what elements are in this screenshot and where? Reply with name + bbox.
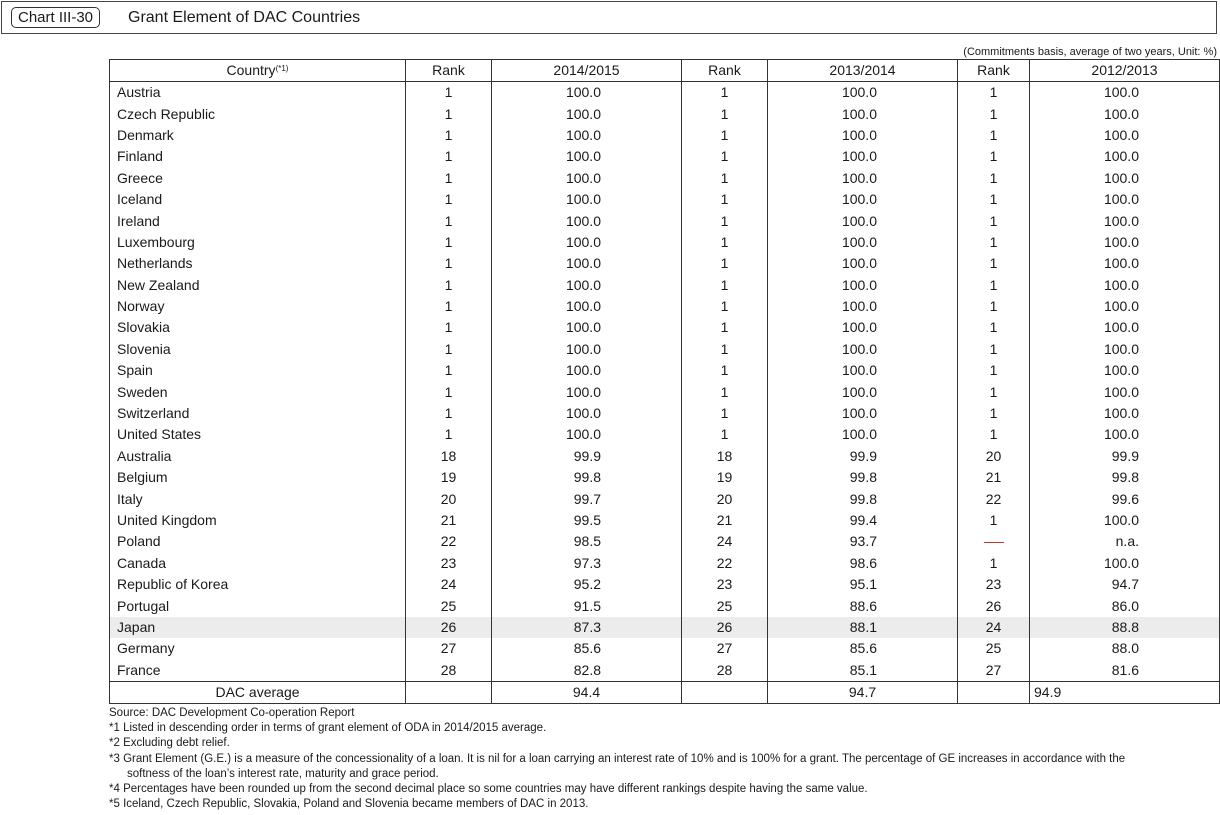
average-label: DAC average bbox=[110, 681, 406, 703]
table-row bbox=[110, 317, 1220, 338]
value-cell: 100.0 bbox=[1030, 339, 1220, 360]
table-row bbox=[110, 210, 1220, 231]
value-cell: 100.0 bbox=[768, 403, 958, 424]
value-cell: 93.7 bbox=[768, 531, 958, 552]
value-cell: 100.0 bbox=[1030, 232, 1220, 253]
country-cell: Austria bbox=[110, 82, 406, 104]
rank-cell: 21 bbox=[958, 467, 1030, 488]
rank-cell: 1 bbox=[958, 424, 1030, 445]
value-cell: 99.7 bbox=[492, 488, 682, 509]
value-cell: 100.0 bbox=[768, 125, 958, 146]
rank-cell: 27 bbox=[958, 660, 1030, 682]
rank-cell: 1 bbox=[406, 360, 492, 381]
country-cell: Norway bbox=[110, 296, 406, 317]
country-cell: Finland bbox=[110, 146, 406, 167]
table-header-row bbox=[110, 60, 1220, 82]
value-cell: 100.0 bbox=[768, 339, 958, 360]
average-rank-empty bbox=[682, 681, 768, 703]
value-cell: 100.0 bbox=[1030, 510, 1220, 531]
value-cell: 97.3 bbox=[492, 553, 682, 574]
country-cell: Slovakia bbox=[110, 317, 406, 338]
rank-cell: 1 bbox=[958, 317, 1030, 338]
value-cell: 87.3 bbox=[492, 617, 682, 638]
value-cell: 100.0 bbox=[768, 424, 958, 445]
value-cell: 100.0 bbox=[768, 103, 958, 124]
country-cell: Canada bbox=[110, 553, 406, 574]
value-cell: 99.8 bbox=[768, 467, 958, 488]
rank-cell: 1 bbox=[682, 210, 768, 231]
rank-cell: 1 bbox=[682, 360, 768, 381]
rank-cell: 1 bbox=[406, 168, 492, 189]
rank-cell: 23 bbox=[682, 574, 768, 595]
rank-cell: 1 bbox=[958, 189, 1030, 210]
value-cell: 85.6 bbox=[768, 638, 958, 659]
rank-cell: 22 bbox=[958, 488, 1030, 509]
country-cell: Spain bbox=[110, 360, 406, 381]
value-cell: 100.0 bbox=[768, 275, 958, 296]
country-cell: Ireland bbox=[110, 210, 406, 231]
value-cell: 88.0 bbox=[1030, 638, 1220, 659]
country-cell: United States bbox=[110, 424, 406, 445]
value-cell: 100.0 bbox=[768, 296, 958, 317]
value-cell: 100.0 bbox=[1030, 381, 1220, 402]
value-cell: 100.0 bbox=[492, 424, 682, 445]
country-cell: Denmark bbox=[110, 125, 406, 146]
value-cell: 95.2 bbox=[492, 574, 682, 595]
rank-cell: 1 bbox=[406, 210, 492, 231]
rank-cell: 1 bbox=[958, 232, 1030, 253]
rank-cell: 1 bbox=[406, 146, 492, 167]
header-country-footnote: (*1) bbox=[275, 64, 289, 73]
no-rank-dash bbox=[984, 542, 1004, 543]
country-cell: Slovenia bbox=[110, 339, 406, 360]
rank-cell: 1 bbox=[958, 253, 1030, 274]
footnote: *4 Percentages have been rounded up from the second decimal place so some countries may have different rankings despite having the same value. bbox=[109, 783, 868, 796]
table-row bbox=[110, 510, 1220, 531]
table-row bbox=[110, 660, 1220, 682]
rank-cell: 1 bbox=[958, 82, 1030, 104]
rank-cell: 22 bbox=[682, 553, 768, 574]
table-row bbox=[110, 103, 1220, 124]
rank-cell: 1 bbox=[682, 168, 768, 189]
rank-cell: 1 bbox=[958, 510, 1030, 531]
header-rank: Rank bbox=[406, 60, 492, 82]
rank-cell: 1 bbox=[682, 317, 768, 338]
average-rank-empty bbox=[958, 681, 1030, 703]
value-cell: 100.0 bbox=[1030, 403, 1220, 424]
country-cell: Italy bbox=[110, 488, 406, 509]
footnotes bbox=[109, 706, 1209, 812]
table-row bbox=[110, 617, 1220, 638]
value-cell: 95.1 bbox=[768, 574, 958, 595]
value-cell: 99.8 bbox=[1030, 467, 1220, 488]
value-cell: 100.0 bbox=[492, 360, 682, 381]
rank-cell: 1 bbox=[406, 82, 492, 104]
value-cell: 99.9 bbox=[768, 446, 958, 467]
table-row bbox=[110, 531, 1220, 552]
value-cell: 100.0 bbox=[1030, 360, 1220, 381]
average-rank-empty bbox=[406, 681, 492, 703]
value-cell: 100.0 bbox=[768, 232, 958, 253]
value-cell: 100.0 bbox=[1030, 168, 1220, 189]
rank-cell: 1 bbox=[958, 168, 1030, 189]
footnote: *2 Excluding debt relief. bbox=[109, 737, 230, 750]
rank-cell: 25 bbox=[682, 595, 768, 616]
country-cell: Portugal bbox=[110, 595, 406, 616]
value-cell: 100.0 bbox=[1030, 82, 1220, 104]
source-note: Source: DAC Development Co-operation Report bbox=[109, 707, 355, 719]
unit-note: (Commitments basis, average of two years, Unit: %) bbox=[963, 46, 1217, 58]
value-cell: 100.0 bbox=[492, 103, 682, 124]
header-country bbox=[110, 60, 406, 82]
value-cell: 100.0 bbox=[768, 381, 958, 402]
value-cell: 100.0 bbox=[492, 403, 682, 424]
rank-cell: 1 bbox=[682, 403, 768, 424]
table-row bbox=[110, 232, 1220, 253]
chart-title: Grant Element of DAC Countries bbox=[128, 9, 361, 26]
value-cell: 100.0 bbox=[1030, 189, 1220, 210]
rank-cell: 21 bbox=[406, 510, 492, 531]
value-cell: 100.0 bbox=[1030, 553, 1220, 574]
table-row bbox=[110, 574, 1220, 595]
rank-cell: 1 bbox=[406, 339, 492, 360]
value-cell: 100.0 bbox=[492, 381, 682, 402]
value-cell: 100.0 bbox=[1030, 317, 1220, 338]
rank-cell: 1 bbox=[682, 146, 768, 167]
rank-cell: 1 bbox=[682, 275, 768, 296]
rank-cell: 1 bbox=[958, 146, 1030, 167]
footnote: *1 Listed in descending order in terms of grant element of ODA in 2014/2015 average. bbox=[109, 722, 547, 735]
value-cell: 100.0 bbox=[492, 339, 682, 360]
value-cell: 99.5 bbox=[492, 510, 682, 531]
country-cell: Republic of Korea bbox=[110, 574, 406, 595]
rank-cell: 1 bbox=[406, 232, 492, 253]
rank-cell: 1 bbox=[958, 381, 1030, 402]
value-cell: 81.6 bbox=[1030, 660, 1220, 682]
header-country-label: Country bbox=[226, 62, 276, 78]
value-cell: 100.0 bbox=[492, 232, 682, 253]
value-cell: 98.5 bbox=[492, 531, 682, 552]
header-year: 2012/2013 bbox=[1030, 60, 1220, 82]
rank-cell: 19 bbox=[682, 467, 768, 488]
rank-cell: 1 bbox=[958, 360, 1030, 381]
value-cell: 100.0 bbox=[492, 317, 682, 338]
country-cell: Germany bbox=[110, 638, 406, 659]
rank-cell: 1 bbox=[406, 275, 492, 296]
value-cell: 100.0 bbox=[1030, 146, 1220, 167]
table-row bbox=[110, 403, 1220, 424]
rank-cell: 24 bbox=[958, 617, 1030, 638]
rank-cell: 24 bbox=[406, 574, 492, 595]
value-cell: 100.0 bbox=[1030, 424, 1220, 445]
table-row bbox=[110, 82, 1220, 104]
rank-cell: 1 bbox=[958, 125, 1030, 146]
rank-cell: 1 bbox=[406, 403, 492, 424]
footnote: *3 Grant Element (G.E.) is a measure of the concessionality of a loan. It is nil for a loan carrying an interest rate of 10% and is 100% for a grant. The percentage of GE increases in accordance with the bbox=[109, 752, 1126, 765]
rank-cell: 1 bbox=[406, 253, 492, 274]
rank-cell: 1 bbox=[958, 339, 1030, 360]
chart-header bbox=[1, 1, 1217, 34]
rank-cell: 28 bbox=[406, 660, 492, 682]
average-value: 94.4 bbox=[492, 681, 682, 703]
value-cell: 100.0 bbox=[492, 168, 682, 189]
rank-cell: 20 bbox=[682, 488, 768, 509]
rank-cell: 1 bbox=[682, 125, 768, 146]
rank-cell bbox=[958, 531, 1030, 552]
rank-cell: 1 bbox=[406, 189, 492, 210]
rank-cell: 1 bbox=[958, 296, 1030, 317]
value-cell: 99.8 bbox=[768, 488, 958, 509]
table-row bbox=[110, 488, 1220, 509]
rank-cell: 1 bbox=[682, 189, 768, 210]
rank-cell: 1 bbox=[406, 296, 492, 317]
table-row bbox=[110, 595, 1220, 616]
value-cell: 100.0 bbox=[492, 82, 682, 104]
value-cell: 100.0 bbox=[492, 189, 682, 210]
country-cell: Belgium bbox=[110, 467, 406, 488]
value-cell: 100.0 bbox=[768, 210, 958, 231]
table-row bbox=[110, 275, 1220, 296]
rank-cell: 23 bbox=[958, 574, 1030, 595]
rank-cell: 18 bbox=[406, 446, 492, 467]
rank-cell: 1 bbox=[406, 381, 492, 402]
grant-element-table bbox=[109, 59, 1220, 704]
value-cell: 100.0 bbox=[1030, 210, 1220, 231]
table-row bbox=[110, 146, 1220, 167]
chart-number-label: Chart III-30 bbox=[11, 7, 100, 28]
value-cell: 99.9 bbox=[492, 446, 682, 467]
table-row bbox=[110, 189, 1220, 210]
rank-cell: 1 bbox=[682, 381, 768, 402]
country-cell: Japan bbox=[110, 617, 406, 638]
rank-cell: 27 bbox=[406, 638, 492, 659]
value-cell: 85.6 bbox=[492, 638, 682, 659]
country-cell: Czech Republic bbox=[110, 103, 406, 124]
rank-cell: 19 bbox=[406, 467, 492, 488]
value-cell: 88.1 bbox=[768, 617, 958, 638]
country-cell: Switzerland bbox=[110, 403, 406, 424]
table-row bbox=[110, 446, 1220, 467]
value-cell: 100.0 bbox=[492, 275, 682, 296]
value-cell: 82.8 bbox=[492, 660, 682, 682]
rank-cell: 1 bbox=[958, 210, 1030, 231]
rank-cell: 1 bbox=[406, 317, 492, 338]
table-row bbox=[110, 638, 1220, 659]
rank-cell: 1 bbox=[682, 232, 768, 253]
value-cell: 85.1 bbox=[768, 660, 958, 682]
country-cell: United Kingdom bbox=[110, 510, 406, 531]
footnote-continuation: softness of the loan’s interest rate, maturity and grace period. bbox=[127, 767, 439, 780]
country-cell: Netherlands bbox=[110, 253, 406, 274]
value-cell: 100.0 bbox=[492, 253, 682, 274]
country-cell: New Zealand bbox=[110, 275, 406, 296]
rank-cell: 18 bbox=[682, 446, 768, 467]
value-cell: 100.0 bbox=[768, 253, 958, 274]
rank-cell: 1 bbox=[958, 553, 1030, 574]
rank-cell: 23 bbox=[406, 553, 492, 574]
value-cell: n.a. bbox=[1030, 531, 1220, 552]
header-year: 2014/2015 bbox=[492, 60, 682, 82]
table-row bbox=[110, 296, 1220, 317]
rank-cell: 1 bbox=[958, 275, 1030, 296]
footnote: *5 Iceland, Czech Republic, Slovakia, Poland and Slovenia became members of DAC in 2013. bbox=[109, 798, 589, 811]
value-cell: 99.8 bbox=[492, 467, 682, 488]
rank-cell: 26 bbox=[958, 595, 1030, 616]
table-row bbox=[110, 381, 1220, 402]
value-cell: 91.5 bbox=[492, 595, 682, 616]
rank-cell: 22 bbox=[406, 531, 492, 552]
value-cell: 100.0 bbox=[492, 125, 682, 146]
rank-cell: 1 bbox=[406, 103, 492, 124]
country-cell: Iceland bbox=[110, 189, 406, 210]
value-cell: 100.0 bbox=[1030, 275, 1220, 296]
country-cell: France bbox=[110, 660, 406, 682]
rank-cell: 1 bbox=[958, 403, 1030, 424]
value-cell: 99.4 bbox=[768, 510, 958, 531]
table-row bbox=[110, 125, 1220, 146]
rank-cell: 27 bbox=[682, 638, 768, 659]
rank-cell: 28 bbox=[682, 660, 768, 682]
country-cell: Luxembourg bbox=[110, 232, 406, 253]
value-cell: 100.0 bbox=[492, 296, 682, 317]
header-year: 2013/2014 bbox=[768, 60, 958, 82]
value-cell: 100.0 bbox=[768, 360, 958, 381]
rank-cell: 1 bbox=[682, 424, 768, 445]
value-cell: 100.0 bbox=[1030, 103, 1220, 124]
rank-cell: 25 bbox=[406, 595, 492, 616]
rank-cell: 21 bbox=[682, 510, 768, 531]
table-body bbox=[110, 82, 1220, 682]
country-cell: Sweden bbox=[110, 381, 406, 402]
value-cell: 98.6 bbox=[768, 553, 958, 574]
rank-cell: 26 bbox=[406, 617, 492, 638]
table-row bbox=[110, 553, 1220, 574]
table-row bbox=[110, 424, 1220, 445]
rank-cell: 1 bbox=[682, 253, 768, 274]
value-cell: 94.7 bbox=[1030, 574, 1220, 595]
rank-cell: 20 bbox=[958, 446, 1030, 467]
rank-cell: 1 bbox=[958, 103, 1030, 124]
value-cell: 100.0 bbox=[492, 210, 682, 231]
table-row bbox=[110, 467, 1220, 488]
rank-cell: 1 bbox=[682, 296, 768, 317]
rank-cell: 1 bbox=[406, 125, 492, 146]
rank-cell: 20 bbox=[406, 488, 492, 509]
value-cell: 88.8 bbox=[1030, 617, 1220, 638]
value-cell: 100.0 bbox=[1030, 296, 1220, 317]
table-row bbox=[110, 253, 1220, 274]
dac-average-row bbox=[110, 681, 1220, 703]
rank-cell: 1 bbox=[682, 339, 768, 360]
rank-cell: 25 bbox=[958, 638, 1030, 659]
average-value: 94.9 bbox=[1030, 681, 1220, 703]
rank-cell: 1 bbox=[682, 82, 768, 104]
country-cell: Poland bbox=[110, 531, 406, 552]
value-cell: 100.0 bbox=[768, 82, 958, 104]
value-cell: 100.0 bbox=[1030, 253, 1220, 274]
country-cell: Australia bbox=[110, 446, 406, 467]
rank-cell: 1 bbox=[406, 424, 492, 445]
header-rank: Rank bbox=[682, 60, 768, 82]
value-cell: 88.6 bbox=[768, 595, 958, 616]
value-cell: 100.0 bbox=[768, 146, 958, 167]
rank-cell: 26 bbox=[682, 617, 768, 638]
value-cell: 100.0 bbox=[768, 317, 958, 338]
value-cell: 100.0 bbox=[768, 168, 958, 189]
country-cell: Greece bbox=[110, 168, 406, 189]
average-value: 94.7 bbox=[768, 681, 958, 703]
value-cell: 99.6 bbox=[1030, 488, 1220, 509]
value-cell: 100.0 bbox=[492, 146, 682, 167]
table-row bbox=[110, 360, 1220, 381]
value-cell: 86.0 bbox=[1030, 595, 1220, 616]
value-cell: 100.0 bbox=[768, 189, 958, 210]
rank-cell: 1 bbox=[682, 103, 768, 124]
table-row bbox=[110, 339, 1220, 360]
rank-cell: 24 bbox=[682, 531, 768, 552]
value-cell: 100.0 bbox=[1030, 125, 1220, 146]
header-rank: Rank bbox=[958, 60, 1030, 82]
value-cell: 99.9 bbox=[1030, 446, 1220, 467]
table-row bbox=[110, 168, 1220, 189]
